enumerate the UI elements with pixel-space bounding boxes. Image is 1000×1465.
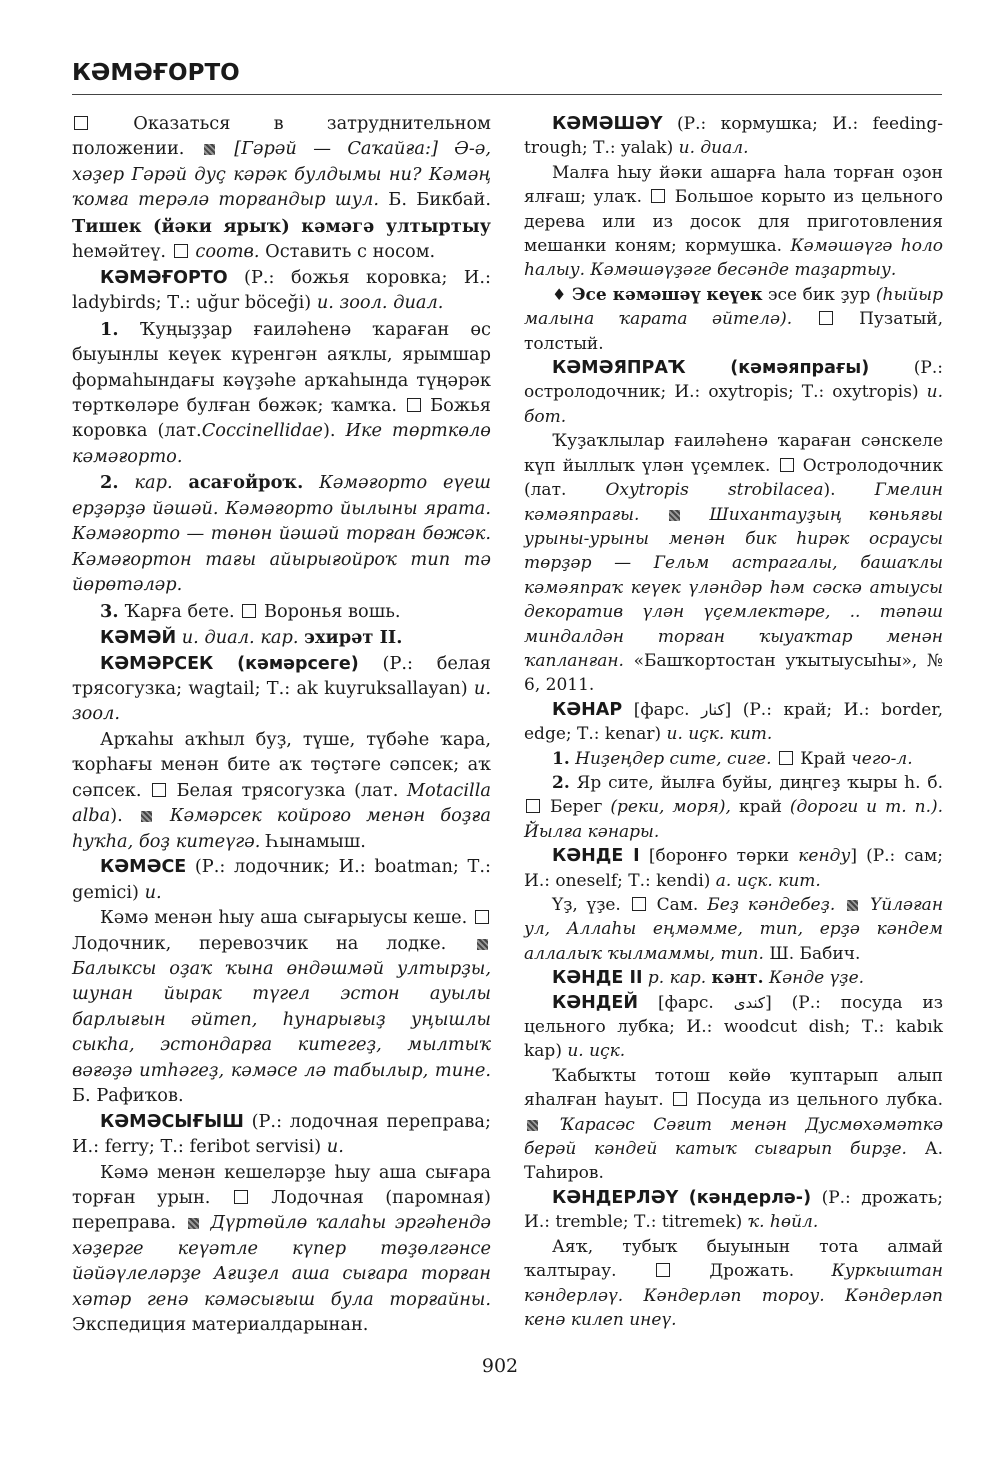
example-marker-icon xyxy=(141,811,152,822)
sense-1: 1. Ниҙеңдер сите, сиге. Край чего-л. xyxy=(552,748,913,769)
headword: КӘНДЕ II xyxy=(552,968,643,989)
square-box-icon xyxy=(819,311,833,325)
square-box-icon xyxy=(234,1190,248,1204)
sense-2: 2. кар. асағойроҡ. Кәмәғорто еүеш ерҙәрҙә йәшәй. Кәмәғорто йылыны ярата. Кәмәғорто — төнөн йәшәй торған бөжәк. Кәмәғортон тағы айырығойроҡ тип тә йөрөтәләр. xyxy=(72,472,491,596)
left-column xyxy=(72,112,491,1339)
definition: Малға һыу йәки ашарға һала торған оҙон ялғаш; улаҡ. Большое корыто из цельного дерева или из досок для приготовления мешанки коням; кормушка. Кәмәшәүгә һоло һалыу. Кәмәшәүҙәге бесәнде таҙартыу. xyxy=(524,162,944,281)
entry-kamarsek: КӘМӘРСЕК (кәмәрсеге) (Р.: белая трясогузка; wagtail; Т.: ak kuyruksallayan) и. зоол. xyxy=(72,653,491,725)
headword: КӘМӘЙ xyxy=(100,628,177,649)
headword: КӘМӘШӘҮ xyxy=(552,114,663,134)
definition: Ҡуҙаҡлылар ғаиләһенә ҡараған сәнскеле күп йыллыҡ үлән үҫемлек. Остролодочник (лат. Oxytropis strobilacea). Гмелин кәмәяпрағы. Шихантауҙың көньяғы урыны-урыны менән бик һирәк осраусы төрҙәр — Гельм астрагалы, башаҡлы кәмәяпраҡ кеүек үләндәр һәм сәскә атыусы декоратив үлән үҫемлектәре, .. тәпәш миндалдән торған ҡыуаҡтар менән ҡапланған. «Башҡортостан уҡытыусыһы», № 6, 2011. xyxy=(524,431,944,696)
headword: КӘНДЕЙ xyxy=(552,992,638,1013)
square-box-icon xyxy=(475,910,489,924)
sense-2: 2. Яр сите, йылға буйы, диңгеҙ ҡыры һ. б. Берег (реки, моря), край (дороги и т. п.). Йылға кәнары. xyxy=(524,772,944,842)
running-head: КӘМӘҒОРТО xyxy=(72,60,240,86)
headword: КӘМӘСЫҒЫШ xyxy=(100,1111,244,1132)
entry-kandey: КӘНДЕЙ [фарс. کندی] (Р.: посуда из цельного лубка; И.: woodcut dish; Т.: kabık kap) и. иҫк. xyxy=(524,992,943,1062)
example-marker-icon xyxy=(204,144,215,155)
square-box-icon xyxy=(673,1092,687,1106)
headword: КӘМӘРСЕК xyxy=(100,653,214,674)
square-box-icon xyxy=(780,458,794,472)
entry-kamashau: КӘМӘШӘҮ (Р.: кормушка; И.: feeding-trough; Т.: yalak) и. диал. xyxy=(524,114,943,159)
square-box-icon xyxy=(407,398,421,412)
entry-kanar: КӘНАР [фарс. کنار] (Р.: край; И.: border, edge; Т.: kenar) и. иҫк. кит. xyxy=(524,699,943,745)
page-number: 902 xyxy=(481,1355,519,1377)
definition: Арҡаһы аҡһыл буҙ, түше, түбәһе ҡара, ҡорһағы менән бите аҡ төҫтәге сәпсек; аҡ сәпсек. Белая трясогузка (лат. Motacilla alba). Кәмәрсек койроғо менән боҙға һуҡһа, боҙ китеүгә. Һынамыш. xyxy=(72,729,491,852)
entry-kamagorto: КӘМӘҒОРТО (Р.: божья коровка; И.: ladybirds; Т.: uğur böceği) и. зоол. диал. xyxy=(72,267,491,314)
right-column xyxy=(524,112,943,1332)
headword: КӘМӘҒОРТО xyxy=(100,267,228,288)
headword: КӘМӘСЕ xyxy=(100,857,187,878)
entry-kande-2: КӘНДЕ II р. кар. кәнт. Кәнде үҙе. xyxy=(552,968,865,989)
definition: Кәмә менән һыу аша сығарыусы кеше. Лодочник, перевозчик на лодке. Балыксы оҙаҡ ҡына өндәшмәй ултырҙы, шунан йырак түгел эстон ауылы барлығын әйтеп, һунарығыҙ уңышлы сыкһа, эстондарға китегеҙ, мылтыҡ вәғәҙә итһәгеҙ, кәмәсе лә табылыр, тине. Б. Рафиҡов. xyxy=(72,908,491,1107)
entry-kamase: КӘМӘСЕ (Р.: лодочник; И.: boatman; Т.: gemici) и. xyxy=(72,857,491,903)
idiom: ♦ Эсе кәмәшәү кеүек эсе бик ҙур (һыйыр малына ҡарата әйтелә). Пузатый, толстый. xyxy=(524,284,944,354)
header-rule xyxy=(72,94,942,95)
definition: Кәмә менән кешеләрҙе һыу аша сығара торған урын. Лодочная (паромная) переправа. Дүртөйлө ҡалаһы эргәһендә хәҙерге кеүәтле күпер төҙөлгәнсе йәйәүлеләрҙе Ағиҙел аша сығара торған хәтәр генә кәмәсығыш була торғайны. Экспедиция материалдарынан. xyxy=(72,1162,491,1336)
sense-3: 3. Ҡарға бете. Воронья вошь. xyxy=(100,600,401,622)
square-box-icon xyxy=(656,1263,670,1277)
entry-kamayaprak: КӘМӘЯПРАҠ (кәмәяпрағы) (Р.: остролодочник; И.: oxytropis; Т.: oxytropis) и. бот. xyxy=(524,358,944,427)
example-marker-icon xyxy=(477,939,488,950)
example-marker-icon xyxy=(847,900,858,911)
diamond-icon: ♦ xyxy=(552,284,567,304)
square-box-icon xyxy=(526,799,540,813)
definition: Ҡабыҡты тотош көйө ҡуптарып алып яһалған һауыт. Посуда из цельного лубка. Ҡарасәс Сәғит менән Дусмөхәмәткә берәй кәндей катыҡ сығарып бирҙе. А. Таһиров. xyxy=(524,1065,944,1184)
headword: КӘНАР xyxy=(552,699,623,720)
headword: КӘНДЕРЛӘҮ xyxy=(552,1187,679,1208)
square-box-icon xyxy=(632,897,646,911)
example-marker-icon xyxy=(188,1218,199,1229)
square-box-icon xyxy=(242,604,256,618)
square-box-icon xyxy=(174,244,188,258)
entry-continuation: Оказаться в затруднительном положении. [Гәрәй — Саҡайға:] Ә-ә, хәҙер Гәрәй дуҫ кәрәк булдымы ни? Кәмәң ҡомға терәлә торғандыр шул. Б. Бикбай. Тишек (йәки ярыҡ) кәмәгә ултыртыу һемәйтеү. соотв. Оставить с носом. xyxy=(72,114,491,263)
example-marker-icon xyxy=(527,1120,538,1131)
entry-kamasygysh: КӘМӘСЫҒЫШ (Р.: лодочная переправа; И.: ferry; Т.: feribot servisi) и. xyxy=(72,1111,491,1158)
square-box-icon xyxy=(779,751,793,765)
definition: Аяҡ, тубыҡ быуынын тота алмай ҡалтырау. Дрожать. Куркыштан кәндерләү. Кәндерләп тороу. Кәндерләп кенә килеп инеү. xyxy=(524,1236,943,1330)
example-marker-icon xyxy=(669,510,680,521)
square-box-icon xyxy=(152,783,166,797)
headword: КӘНДЕ I xyxy=(552,846,640,867)
entry-kande-1: КӘНДЕ I [боронғо төрки кенду] (Р.: сам; И.: oneself; Т.: kendi) а. иҫк. кит. xyxy=(524,846,944,891)
headword: КӘМӘЯПРАҠ xyxy=(552,358,686,379)
square-box-icon xyxy=(651,189,665,203)
square-box-icon xyxy=(74,116,88,130)
definition: Үҙ, үҙе. Сам. Беҙ кәндебеҙ. Үйләған ул, Аллаһы еңмәмме, тип, ерҙә кәндем аллалыҡ ҡылмаммы, тип. Ш. Бабич. xyxy=(524,895,944,964)
entry-kamay: КӘМӘЙ и. диал. кар. эхирәт II. xyxy=(100,627,403,649)
entry-kanderlau: КӘНДЕРЛӘҮ (кәндерлә-) (Р.: дрожать; И.: tremble; Т.: titremek) ҡ. һөйл. xyxy=(524,1187,944,1233)
sense-1: 1. Ҡуңыҙҙар ғаиләһенә ҡараған өс быуынлы кеүек күренгән аяҡлы, ярымшар формаһындағы кәүҙәһе арҡаһында түңәрәк төрткөләре булған бөжәк; ҡамҡа. Божья коровка (лат.Coccinellidae). Ике төрткөлө кәмәғорто. xyxy=(72,318,491,467)
